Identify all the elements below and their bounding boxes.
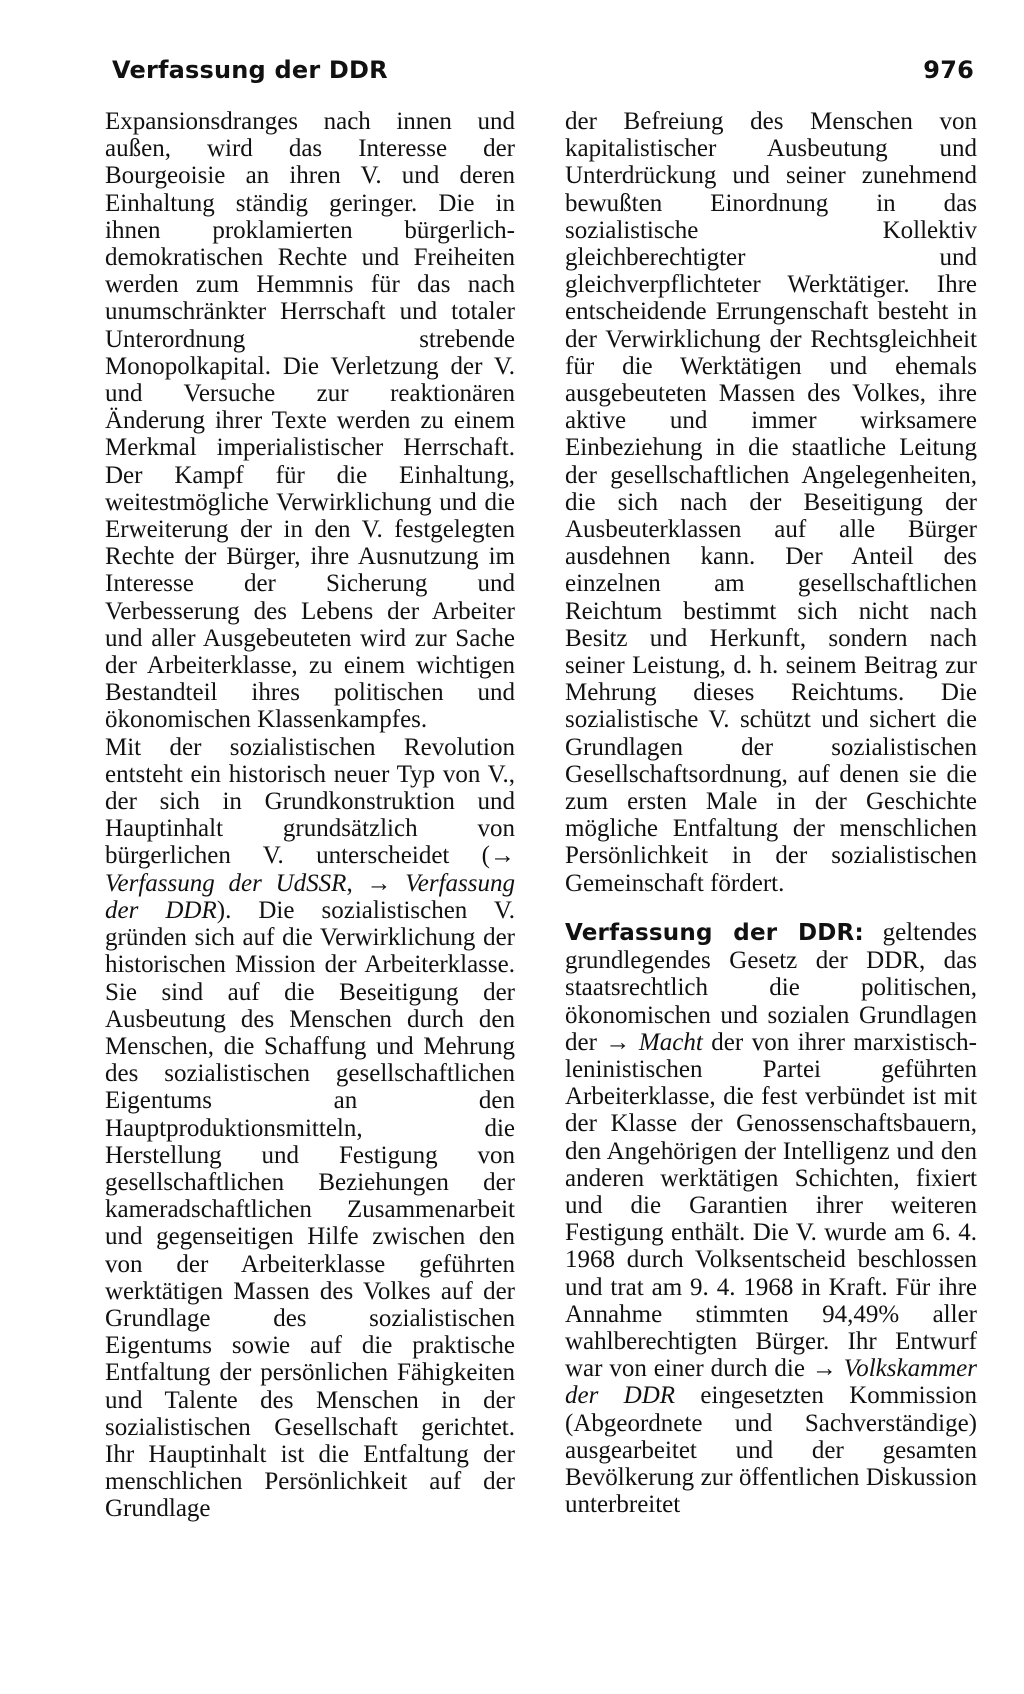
- entry-headword: Verfassung der DDR:: [565, 919, 864, 946]
- cross-reference-link[interactable]: Macht: [638, 1028, 703, 1056]
- paragraph-text: eingesetzten Kommission (Abgeordnete und Sachverständige) ausgearbeitet und der gesamten Bevölkerung zur öffentlichen Diskussion unterbreitet: [565, 1382, 977, 1519]
- arrow-icon: →: [605, 1028, 631, 1056]
- paragraph-text: Mit der sozialistischen Revolution entsteht ein historisch neuer Typ von V., der sich in Grundkonstruktion und Hauptinhalt grundsätzlich von bürgerlichen V. unterscheidet (: [105, 733, 515, 870]
- paragraph-text: geltendes grundlegendes Gesetz der DDR, das staatsrechtlich die politischen, ökonomischen und sozialen Grundlagen der: [565, 918, 977, 1056]
- paragraph-text: ). Die sozialistischen V. gründen sich auf die Verwirklichung der historischen Mission der Arbeiterklasse. Sie sind auf die Beseitigung der Ausbeutung des Menschen durch den Menschen, die Schaffung und Mehrung des sozialistischen gesellschaftlichen Eigentums an den Hauptproduktionsmitteln, die Herstellung und Festigung von gesellschaftlichen Beziehungen der kameradschaftlichen Zusammenarbeit und gegenseitigen Hilfe zwischen den von der Arbeiterklasse geführten werktätigen Massen des Volkes auf der Grundlage des sozialistischen Eigentums sowie auf die praktische Entfaltung der persönlichen Fähigkeiten und Talente des Menschen in der sozialistischen Gesellschaft gerichtet. Ihr Hauptinhalt ist die Entfaltung der menschlichen Persönlichkeit auf der Grundlage: [105, 896, 515, 1523]
- text-column-right: [565, 108, 977, 1518]
- dictionary-entry: [565, 919, 977, 1518]
- page-number: 976: [923, 56, 974, 84]
- cross-reference-link[interactable]: Verfassung der DDR: [105, 869, 515, 924]
- cross-reference-link[interactable]: Volkskammer der DDR: [565, 1355, 978, 1410]
- paragraph: [105, 734, 515, 1523]
- cross-reference-link[interactable]: Verfassung der UdSSR: [105, 869, 347, 897]
- paragraph-text: der von ihrer marxistisch-leninistischen Partei geführten Arbeiterklasse, die fest verbündet ist mit der Klasse der Genossenschaftsbauern, den Angehörigen der Intelligenz und den anderen werktätigen Schichten, fixiert und die Garantien ihrer weiteren Festigung enthält. Die V. wurde am 6. 4. 1968 durch Volksentscheid beschlossen und trat am 9. 4. 1968 in Kraft. Für ihre Annahme stimmten 94,49% aller wahlberechtigten Bürger. Ihr Entwurf war von einer durch die: [565, 1028, 977, 1383]
- running-head-title: Verfassung der DDR: [112, 56, 388, 84]
- paragraph: Expansionsdranges nach innen und außen, wird das Interesse der Bourgeoisie an ihren V. und deren Einhaltung ständig geringer. Die in ihnen proklamierten bürgerlich-demokratischen Rechte und Freiheiten werden zum Hemmnis für das nach unumschränkter Herrschaft und totaler Unterordnung strebende Monopolkapital. Die Verletzung der V. und Versuche zur reaktionären Änderung ihrer Texte werden zu einem Merkmal imperialistischer Herrschaft. Der Kampf für die Einhaltung, weitestmögliche Verwirklichung und die Erweiterung der in den V. festgelegten Rechte der Bürger, ihre Ausnutzung im Interesse der Sicherung und Verbesserung des Lebens der Arbeiter und aller Ausgebeuteten wird zur Sache der Arbeiterklasse, zu einem wichtigen Bestandteil ihres politischen und ökonomischen Klassenkampfes.: [105, 108, 515, 734]
- paragraph-text: ,: [346, 869, 367, 897]
- arrow-icon: →: [811, 1355, 837, 1383]
- text-column-left: [105, 108, 515, 1523]
- arrow-icon: →: [490, 842, 515, 870]
- paragraph: der Befreiung des Menschen von kapitalistischer Ausbeutung und Unterdrückung und seiner zunehmend bewußten Einordnung in das sozialistische Kollektiv gleichberechtigter und gleichverpflichteter Werktätiger. Ihre entscheidende Errungenschaft besteht in der Verwirklichung der Rechtsgleichheit für die Werktätigen und ehemals ausgebeuteten Massen des Volkes, ihre aktive und immer wirksamere Einbeziehung in die staatliche Leitung der gesellschaftlichen Angelegenheiten, die sich nach der Beseitigung der Ausbeuterklassen auf alle Bürger ausdehnen kann. Der Anteil des einzelnen am gesellschaftlichen Reichtum bestimmt sich nicht nach Besitz und Herkunft, sondern nach seiner Leistung, d. h. seinem Beitrag zur Mehrung dieses Reichtums. Die sozialistische V. schützt und sichert die Grundlagen der sozialistischen Gesellschaftsordnung, auf denen sie die zum ersten Male in der Geschichte mögliche Entfaltung der menschlichen Persönlichkeit in der sozialistischen Gemeinschaft fördert.: [565, 108, 977, 897]
- arrow-icon: →: [366, 869, 392, 897]
